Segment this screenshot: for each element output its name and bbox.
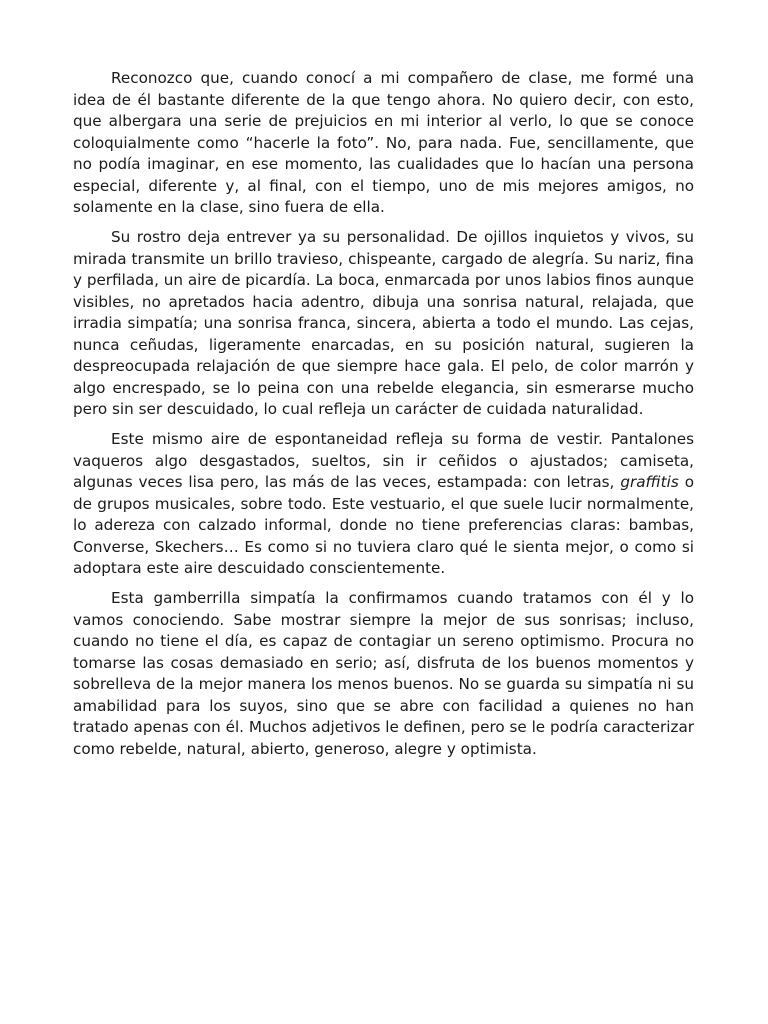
paragraph-3-text-end: o de grupos musicales, sobre todo. Este vestuario, el que suele lucir normalmente, lo adereza con calzado informal, donde no tiene preferencias claras: bambas, Converse, Skechers… Es como si no tuviera claro qué le sienta mejor, o como si adoptara este aire descuidado conscientemente. xyxy=(73,473,694,577)
paragraph-3 xyxy=(73,429,694,580)
paragraph-3-text-start: Este mismo aire de espontaneidad refleja su forma de vestir. Pantalones vaqueros algo desgastados, sueltos, sin ir ceñidos o ajustados; camiseta, algunas veces lisa pero, las más de las veces, estampada: con letras, xyxy=(73,430,694,491)
paragraph-4-text: Esta gamberrilla simpatía la confirmamos cuando tratamos con él y lo vamos conociendo. Sabe mostrar siempre la mejor de sus sonrisas; incluso, cuando no tiene el día, es capaz de contagiar un sereno optimismo. Procura no tomarse las cosas demasiado en serio; así, disfruta de los buenos momentos y sobrelleva de la mejor manera los menos buenos. No se guarda su simpatía ni su amabilidad para los suyos, sino que se abre con facilidad a quienes no han tratado apenas con él. Muchos adjetivos le definen, pero se le podría caracterizar como rebelde, natural, abierto, generoso, alegre y optimista. xyxy=(73,589,694,758)
paragraph-4 xyxy=(73,588,694,760)
paragraph-1-text: Reconozco que, cuando conocí a mi compañero de clase, me formé una idea de él bastante diferente de la que tengo ahora. No quiero decir, con esto, que albergara una serie de prejuicios en mi interior al verlo, lo que se conoce coloquialmente como “hacerle la foto”. No, para nada. Fue, sencillamente, que no podía imaginar, en ese momento, las cualidades que lo hacían una persona especial, diferente y, al final, con el tiempo, uno de mis mejores amigos, no solamente en la clase, sino fuera de ella. xyxy=(73,69,694,216)
paragraph-3-italic-term: graffitis xyxy=(620,473,679,491)
document-page xyxy=(73,68,694,769)
paragraph-1 xyxy=(73,68,694,219)
paragraph-2-text: Su rostro deja entrever ya su personalidad. De ojillos inquietos y vivos, su mirada transmite un brillo travieso, chispeante, cargado de alegría. Su nariz, fina y perfilada, un aire de picardía. La boca, enmarcada por unos labios finos aunque visibles, no apretados hacia adentro, dibuja una sonrisa natural, relajada, que irradia simpatía; una sonrisa franca, sincera, abierta a todo el mundo. Las cejas, nunca ceñudas, ligeramente enarcadas, en su posición natural, sugieren la despreocupada relajación de que siempre hace gala. El pelo, de color marrón y algo encrespado, se lo peina con una rebelde elegancia, sin esmerarse mucho pero sin ser descuidado, lo cual refleja un carácter de cuidada naturalidad. xyxy=(73,228,694,418)
paragraph-2 xyxy=(73,227,694,421)
